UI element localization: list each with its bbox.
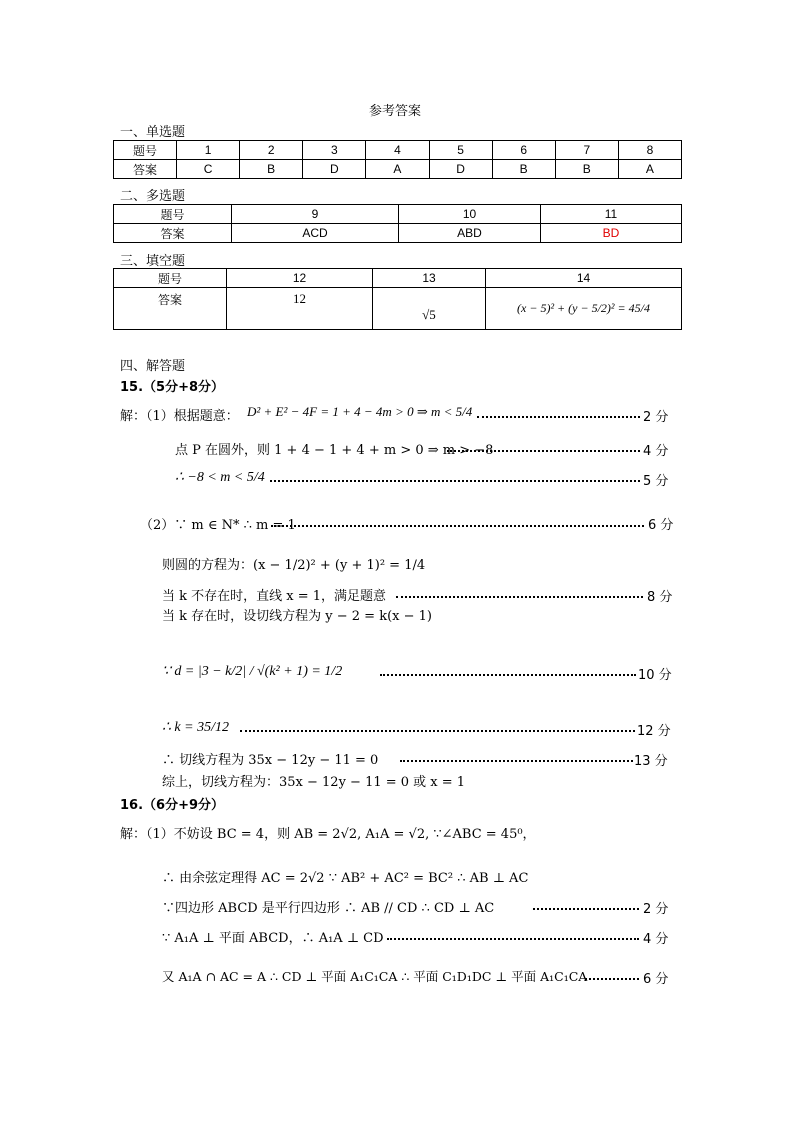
table-cell: 13 xyxy=(373,269,486,288)
section3-heading: 三、填空题 xyxy=(120,254,186,269)
section4-heading: 四、解答题 xyxy=(120,359,186,374)
q15-tangent-line: ∴ 切线方程为 35x − 12y − 11 = 0 xyxy=(162,753,379,768)
table-cell: 12 xyxy=(227,269,373,288)
table-cell: √5 xyxy=(373,288,486,330)
q16-setup: 解：（1）不妨设 BC = 4，则 AB = 2√2, A₁A = √2, ∵∠ABC = 45⁰， xyxy=(120,827,536,842)
page-title: 参考答案 xyxy=(369,104,422,119)
score-mark: 12 分 xyxy=(637,724,671,739)
q15-distance: ∵ d = |3 − k/2| / √(k² + 1) = 1/2 xyxy=(162,664,343,679)
leader-dots xyxy=(400,760,633,762)
table-cell: 5 xyxy=(429,141,492,160)
q15-outside-condition: 点 P 在圆外，则 1 + 4 − 1 + 4 + m > 0 ⇒ m > −8 xyxy=(175,443,494,458)
q15-k-value: ∴ k = 35/12 xyxy=(162,720,229,735)
score-mark: 5 分 xyxy=(643,474,669,489)
section2-heading: 二、多选题 xyxy=(120,189,186,204)
score-mark: 10 分 xyxy=(638,668,672,683)
q15-case-k-undefined: 当 k 不存在时，直线 x = 1，满足题意 xyxy=(162,589,387,604)
table-row xyxy=(114,224,682,243)
q15-solution-label: 解：（1）根据题意： xyxy=(120,409,239,424)
q15-conclusion: 综上，切线方程为：35x − 12y − 11 = 0 或 x = 1 xyxy=(162,775,466,790)
q15-case-k-defined: 当 k 存在时，设切线方程为 y − 2 = k(x − 1) xyxy=(162,609,432,624)
table-cell: 3 xyxy=(303,141,366,160)
table-cell: D xyxy=(303,160,366,179)
q16-plane-perpendicular: 又 A₁A ∩ AC = A ∴ CD ⊥ 平面 A₁C₁CA ∴ 平面 C₁D₁DC ⊥ 平面 A₁C₁CA xyxy=(162,969,588,984)
q16-parallelogram: ∵四边形 ABCD 是平行四边形 ∴ AB // CD ∴ CD ⊥ AC xyxy=(162,901,495,916)
row-label: 题号 xyxy=(114,141,177,160)
table-cell: 4 xyxy=(366,141,429,160)
score-mark: 6 分 xyxy=(648,518,674,533)
row-label: 答案 xyxy=(114,160,177,179)
table-cell: A xyxy=(618,160,681,179)
table-cell: D xyxy=(429,160,492,179)
table-cell: 8 xyxy=(618,141,681,160)
leader-dots xyxy=(387,938,639,940)
table-cell: 1 xyxy=(177,141,240,160)
q15-part2: （2）∵ m ∈ N* ∴ m = 1 xyxy=(140,518,296,533)
table-cell: (x − 5)² + (y − 5/2)² = 45/4 xyxy=(486,288,682,330)
table-cell: 2 xyxy=(240,141,303,160)
table-cell: 14 xyxy=(486,269,682,288)
single-choice-table xyxy=(113,140,682,179)
leader-dots xyxy=(270,480,640,482)
q15-range: ∴ −8 < m < 5/4 xyxy=(175,470,265,485)
table-cell: 10 xyxy=(399,205,541,224)
row-label: 答案 xyxy=(114,224,232,243)
score-mark: 8 分 xyxy=(647,590,673,605)
section1-heading: 一、单选题 xyxy=(120,125,186,140)
table-row xyxy=(114,141,682,160)
leader-dots xyxy=(477,416,640,418)
leader-dots xyxy=(240,730,635,732)
score-mark: 4 分 xyxy=(643,932,669,947)
table-cell: B xyxy=(492,160,555,179)
score-mark: 13 分 xyxy=(634,754,668,769)
table-cell: 11 xyxy=(541,205,682,224)
table-cell: C xyxy=(177,160,240,179)
table-cell: 9 xyxy=(232,205,399,224)
table-row xyxy=(114,288,682,330)
table-row xyxy=(114,269,682,288)
leader-dots xyxy=(585,978,639,980)
leader-dots xyxy=(271,525,644,527)
table-cell: ACD xyxy=(232,224,399,243)
q16-header: 16.（6分+9分） xyxy=(120,798,225,813)
q16-perpendicular: ∵ A₁A ⊥ 平面 ABCD，∴ A₁A ⊥ CD xyxy=(162,931,384,946)
leader-dots xyxy=(396,596,643,598)
table-cell: 7 xyxy=(555,141,618,160)
table-cell: B xyxy=(555,160,618,179)
q15-header: 15.（5分+8分） xyxy=(120,380,225,395)
row-label: 题号 xyxy=(114,205,232,224)
score-mark: 2 分 xyxy=(643,902,669,917)
table-cell: B xyxy=(240,160,303,179)
row-label: 题号 xyxy=(114,269,227,288)
table-cell: ABD xyxy=(399,224,541,243)
leader-dots xyxy=(380,674,636,676)
table-cell: 6 xyxy=(492,141,555,160)
score-mark: 4 分 xyxy=(643,444,669,459)
q15-circle-equation: 则圆的方程为：(x − 1/2)² + (y + 1)² = 1/4 xyxy=(162,558,426,573)
fill-blank-table xyxy=(113,268,682,330)
q16-cosine-law: ∴ 由余弦定理得 AC = 2√2 ∵ AB² + AC² = BC² ∴ AB ⊥ AC xyxy=(162,871,529,886)
table-row xyxy=(114,160,682,179)
score-mark: 2 分 xyxy=(643,410,669,425)
score-mark: 6 分 xyxy=(643,972,669,987)
table-cell-highlighted: BD xyxy=(541,224,682,243)
leader-dots xyxy=(447,450,640,452)
table-row xyxy=(114,205,682,224)
table-cell: 12 xyxy=(227,288,373,330)
q15-condition-expr: D² + E² − 4F = 1 + 4 − 4m > 0 ⇒ m < 5/4 xyxy=(247,404,473,419)
row-label: 答案 xyxy=(114,288,227,330)
leader-dots xyxy=(533,908,639,910)
multi-choice-table xyxy=(113,204,682,243)
table-cell: A xyxy=(366,160,429,179)
